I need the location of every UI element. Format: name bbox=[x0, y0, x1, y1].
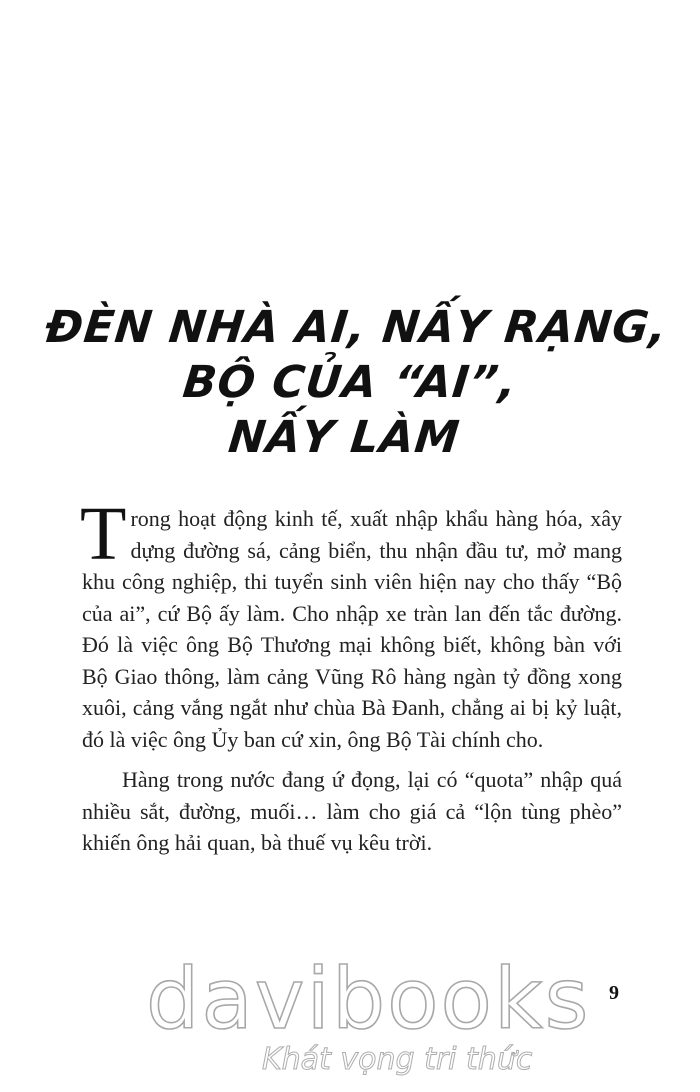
paragraph-text: rong hoạt động kinh tế, xuất nhập khẩu hàng hóa, xây dựng đường sá, cảng biển, thu nhận đầu tư, mở mang khu công nghiệp, thi tuyển sinh viên hiện nay cho thấy “Bộ của ai”, cứ Bộ ấy làm. Cho nhập xe tràn lan đến tắc đường. Đó là việc ông Bộ Thương mại không biết, không bàn với Bộ Giao thông, làm cảng Vũng Rô hàng ngàn tỷ đồng xong xuôi, cảng vắng ngắt như chùa Bà Đanh, chẳng ai bị kỷ luật, đó là việc ông Ủy ban cứ xin, ông Bộ Tài chính cho. bbox=[82, 506, 622, 752]
paragraph: Hàng trong nước đang ứ đọng, lại có “quota” nhập quá nhiều sắt, đường, muối… làm cho giá cả “lộn tùng phèo” khiến ông hải quan, bà thuế vụ kêu trời. bbox=[82, 767, 622, 855]
chapter-title-line: NẤY LÀM bbox=[226, 412, 463, 463]
chapter-title-line: ĐÈN NHÀ AI, NẤY RẠNG, bbox=[43, 302, 670, 353]
page-number: 9 bbox=[609, 982, 619, 1004]
chapter-title-line: BỘ CỦA “AI”, bbox=[180, 357, 520, 408]
watermark-tagline: Khát vọng tri thức bbox=[262, 1042, 533, 1077]
paragraph bbox=[80, 492, 622, 755]
chapter-title bbox=[31, 300, 668, 465]
watermark-logo: davibooks bbox=[146, 950, 591, 1048]
body-text bbox=[80, 492, 622, 859]
drop-cap: T bbox=[80, 492, 127, 576]
